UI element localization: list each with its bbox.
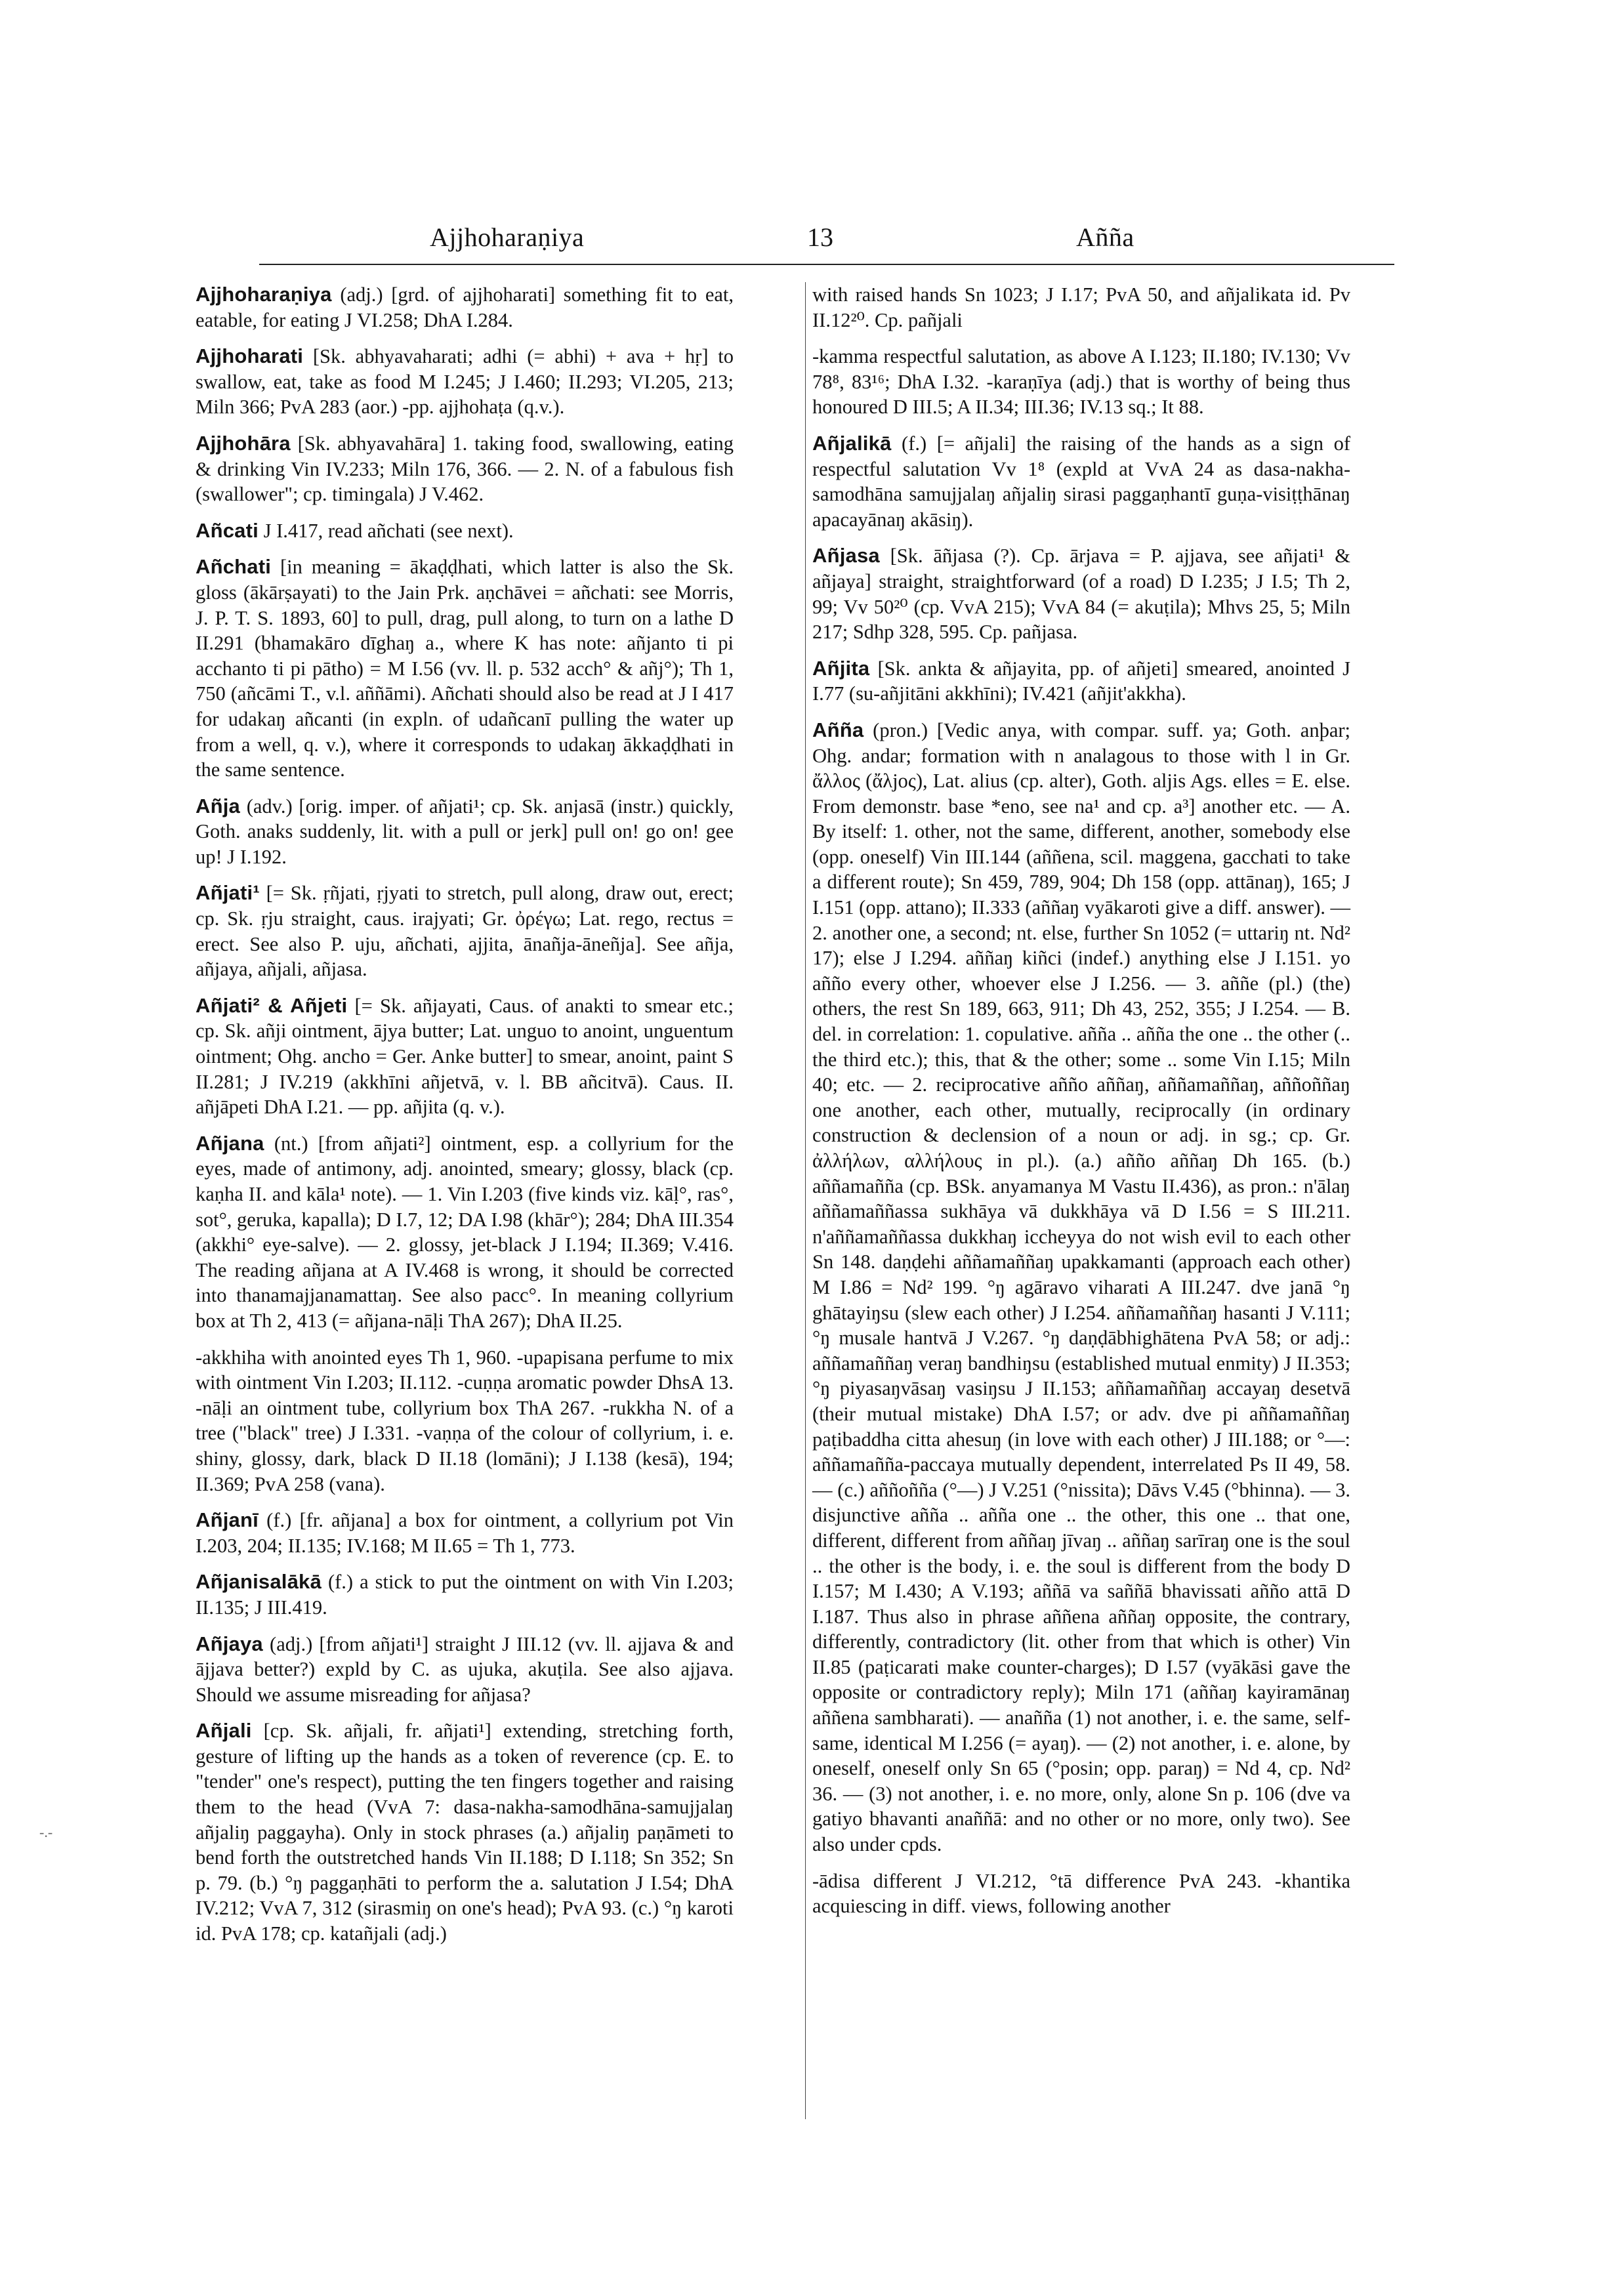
entry-definition: (adv.) [orig. imper. of añjati¹; cp. Sk. anjasā (instr.) quickly, Goth. anaks suddenly, lit. with a pull or jerk] pull on! go on! gee up! J I.192.	[196, 795, 734, 868]
entry-definition: (f.) a stick to put the ointment on with Vin I.203; II.135; J III.419.	[196, 1571, 734, 1619]
entry-definition: [= Sk. ṛñjati, ṛjyati to stretch, pull along, draw out, erect; cp. Sk. ṛju straight, caus. irajyati; Gr. ὀρέγω; Lat. rego, rectus = erect. See also P. uju, añchati, ajjita, ānañja-āneñja]. See añja, añjaya, añjali, añjasa.	[196, 882, 734, 981]
entry-headword: Añcati	[196, 518, 259, 542]
entry-headword: Añjana	[196, 1131, 264, 1155]
dictionary-entry	[812, 656, 1350, 707]
dictionary-entry	[812, 344, 1350, 420]
entry-definition: [Sk. abhyavaharati; adhi (= abhi) + ava + hṛ] to swallow, eat, take as food M I.245; J I.460; II.293; VI.205, 213; Miln 366; PvA 283 (aor.) -pp. ajjhohaṭa (q.v.).	[196, 345, 734, 419]
left-column	[196, 282, 734, 1958]
entry-definition: [Sk. ankta & añjayita, pp. of añjeti] smeared, anointed J I.77 (su-añjitāni akkhīni); IV.421 (añjit'akkha).	[812, 657, 1350, 705]
header-left-guideword: Ajjhoharaṇiya	[430, 222, 585, 252]
dictionary-entry	[812, 543, 1350, 644]
entry-headword: Añjasa	[812, 544, 880, 568]
dictionary-entry	[196, 344, 734, 420]
dictionary-entry	[812, 431, 1350, 532]
entry-definition: [in meaning = ākaḍḍhati, which latter is also the Sk. gloss (ākārṣayati) to the Jain Prk. aṇchāvei = añchati: see Morris, J. P. T. S. 1893, 60] to pull, drag, pull along, to turn on a lathe D II.291 (bhamakāro dīghaŋ a., where K has note: añjanto ti pi acchanto ti pi pātho) = M I.56 (vv. ll. p. 532 acch° & añj°); Th 1, 750 (añcāmi T., v.l. aññāmi). Añchati should also be read at J I 417 for udakaŋ añcanti (in expln. of udañcanī pulling the water up from a well, q. v.), where it corresponds to udakaŋ ākkaḍḍhati in the same sentence.	[196, 556, 734, 781]
dictionary-entry	[196, 282, 734, 333]
entry-definition: with raised hands Sn 1023; J I.17; PvA 50, and añjalikata id. Pv II.12²⁰. Cp. pañjali	[812, 283, 1350, 331]
entry-headword: Ajjhohāra	[196, 431, 291, 455]
dictionary-entry	[196, 1508, 734, 1558]
entry-definition: (f.) [= añjali] the raising of the hands as a sign of respectful salutation Vv 1⁸ (expld at VvA 24 as dasa-nakha-samodhāna samujjalaŋ añjaliŋ sirasi paggaṇhantī guṇa-visiṭṭhānaŋ apacayānaŋ akāsiŋ).	[812, 432, 1350, 531]
entry-definition: -ādisa different J VI.212, °tā difference PvA 243. -khantika acquiescing in diff. views, following another	[812, 1869, 1350, 1918]
dictionary-entry	[196, 1131, 734, 1334]
entry-definition: [Sk. āñjasa (?). Cp. ārjava = P. ajjava, see añjati¹ & añjaya] straight, straightforward (of a road) D I.235; J I.5; Th 2, 99; Vv 50²⁰ (cp. VvA 215); VvA 84 (= akuṭila); Mhvs 25, 5; Miln 217; Sdhp 328, 595. Cp. pañjasa.	[812, 545, 1350, 644]
entry-headword: Añjanisalākā	[196, 1570, 322, 1594]
entry-definition: -kamma respectful salutation, as above A I.123; II.180; IV.130; Vv 78⁸, 83¹⁶; DhA I.32. -karaṇīya (adj.) that is worthy of being thus honoured D III.5; A II.34; III.36; IV.13 sq.; It 88.	[812, 345, 1350, 419]
entry-definition: [Sk. abhyavahāra] 1. taking food, swallowing, eating & drinking Vin IV.233; Miln 176, 366. — 2. N. of a fabulous fish (swallower"; cp. timingala) J V.462.	[196, 432, 734, 506]
running-header	[259, 222, 1394, 268]
entry-definition: [cp. Sk. añjali, fr. añjati¹] extending, stretching forth, gesture of lifting up the hands as a token of reverence (cp. E. to "tender" one's respect), putting the ten fingers together and raising them to the head (VvA 7: dasa-nakha-samodhāna-samujjalaŋ añjaliŋ paggayha). Only in stock phrases (a.) añjaliŋ paṇāmeti to bend forth the outstretched hands Vin II.188; D I.118; Sn 352; Sn p. 79. (b.) °ŋ paggaṇhāti to perform the a. salutation J I.54; DhA IV.212; VvA 7, 312 (sirasmiŋ on one's head); PvA 93. (c.) °ŋ karoti id. PvA 178; cp. katañjali (adj.)	[196, 1720, 734, 1945]
dictionary-entry	[812, 1869, 1350, 1919]
entry-definition: [= Sk. añjayati, Caus. of anakti to smear etc.; cp. Sk. añji ointment, ājya butter; Lat. unguo to anoint, unguentum ointment; Ohg. ancho = Ger. Anke butter] to smear, anoint, paint S II.281; J IV.219 (akkhīni añjetvā, v. l. BB añcitvā). Caus. II. añjāpeti DhA I.21. — pp. añjita (q. v.).	[196, 994, 734, 1119]
entry-headword: Ajjhoharati	[196, 344, 304, 368]
entry-definition: (pron.) [Vedic anya, with compar. suff. ya; Goth. anþar; Ohg. andar; formation with n analagous to those with l in Gr. ἄλλος (ἄλjος), Lat. alius (cp. alter), Goth. aljis Ags. elles = E. else. From demonstr. base *eno, see na¹ and cp. a³] another etc. — A. By itself: 1. other, not the same, different, another, somebody else (opp. oneself) Vin III.144 (aññena, scil. maggena, gacchati to take a different route); Sn 459, 789, 904; Dh 158 (opp. attānaŋ), 165; J I.151 (opp. attano); II.333 (aññaŋ vyākaroti give a diff. answer). — 2. another one, a second; nt. else, further Sn 1052 (= uttariŋ nt. Nd² 17); else J I.294. aññaŋ kiñci (indef.) anything else J I.151. yo añño every other, whoever else J I.256. — 3. aññe (pl.) (the) others, the rest Sn 189, 663, 911; Dh 43, 252, 355; J I.254. — B. del. in correlation: 1. copulative. añña .. añña the one .. the other (.. the third etc.); this, that & the other; some .. some Vin I.15; Miln 40; etc. — 2. reciprocative añño aññaŋ, aññamaññaŋ, aññoññaŋ one another, each other, mutually, reciprocally (in ordinary construction & declension of a noun or adj. in sg.; cp. Gr. ἀλλήλων, αλλήλους in pl.). (a.) añño aññaŋ Dh 165. (b.) aññamañña (cp. BSk. anyamanya M Vastu II.436), as pron.: n'ālaŋ aññamaññassa sukhāya vā dukkhāya vā D I.56 = S III.211. n'aññamaññassa dukkhaŋ iccheyya do not wish evil to each other Sn 148. daṇḍehi aññamaññaŋ upakkamanti (approach each other) M I.86 = Nd² 199. °ŋ agāravo viharati A III.247. dve janā °ŋ ghātayiŋsu (slew each other) J I.254. aññamaññaŋ hasanti J V.111; °ŋ musale hantvā J V.267. °ŋ daṇḍābhighātena PvA 58; or adj.: aññamaññaŋ veraŋ bandhiŋsu (established mutual enmity) J II.353; °ŋ piyasaŋvāsaŋ vasiŋsu J II.153; aññamaññaŋ accayaŋ desetvā (their mutual mistake) DhA I.57; or adv. dve pi aññamaññaŋ paṭibaddha citta ahesuŋ (in love with each other) J III.188; or °—: aññamañña-paccaya mutually dependent, interrelated Ps II 49, 58. — (c.) aññoñña (°—) J V.251 (°nissita); Dāvs V.45 (°bhinna). — 3. disjunctive añña .. añña one .. the other, this one .. that one, different, different from aññaŋ jīvaŋ .. aññaŋ sarīraŋ one is the soul .. the other is the body, i. e. the soul is different from the body D I.157; M I.430; A V.193; aññā va saññā bhavissati añño attā D I.187. Thus also in phrase aññena aññaŋ opposite, the contrary, differently, contradictory (lit. other from that which is other) Vin II.85 (paṭicarati make counter-charges); D I.57 (vyākāsi gave the opposite or contradictory reply); Miln 171 (aññaŋ kayiramānaŋ aññena sambharati). — anañña (1) not another, i. e. the same, self-same, identical M I.256 (= ayaŋ). — (2) not another, i. e. alone, by oneself, oneself only Sn 65 (°posin; opp. paraŋ) = Nd 4, cp. Nd² 36. — (3) not another, i. e. no more, only, alone Sn p. 106 (dve va gatiyo bhavanti anaññā: and no other or no more, only two). See also under cpds.	[812, 718, 1350, 1856]
page-number: 13	[807, 222, 833, 252]
entry-headword: Ajjhoharaṇiya	[196, 283, 332, 306]
entry-definition: (adj.) [grd. of ajjhoharati] something fit to eat, eatable, for eating J VI.258; DhA I.284.	[196, 283, 734, 331]
entry-headword: Añchati	[196, 555, 272, 579]
dictionary-entry	[812, 282, 1350, 333]
entry-headword: Añjalikā	[812, 431, 892, 455]
dictionary-entry	[196, 1569, 734, 1620]
entry-headword: Añjita	[812, 656, 870, 680]
dictionary-entry	[196, 554, 734, 782]
right-column	[812, 282, 1350, 1930]
entry-definition: -akkhiha with anointed eyes Th 1, 960. -upapisana perfume to mix with ointment Vin I.203; II.112. -cuṇṇa aromatic powder DhsA 13. -nāḷi an ointment tube, collyrium box ThA 267. -rukkha N. of a tree ("black" tree) J I.331. -vaṇṇa of the colour of collyrium, i. e. shiny, glossy, dark, black D II.18 (lomāni); J I.138 (kesā), 194; II.369; PvA 258 (vana).	[196, 1346, 734, 1495]
entry-definition: (f.) [fr. añjana] a box for ointment, a collyrium pot Vin I.203, 204; II.135; IV.168; M II.65 = Th 1, 773.	[196, 1509, 734, 1557]
dictionary-entry	[196, 794, 734, 870]
entry-definition: (nt.) [from añjati²] ointment, esp. a collyrium for the eyes, made of antimony, adj. anointed, smeary; glossy, black (cp. kaṇha II. and kāla¹ note). — 1. Vin I.203 (five kinds viz. kāḷ°, ras°, sot°, geruka, kapalla); D I.7, 12; DA I.98 (khār°); 284; DhA III.354 (akkhi° eye-salve). — 2. glossy, jet-black J I.194; II.369; V.416. The reading añjana at A IV.468 is wrong, it should be corrected into thanamajjanamattaŋ. See also pacc°. In meaning collyrium box at Th 2, 413 (= añjana-nāḷi ThA 267); DhA II.25.	[196, 1132, 734, 1332]
entry-headword: Añjanī	[196, 1508, 259, 1532]
dictionary-entry	[196, 1718, 734, 1946]
entry-headword: Añña	[812, 718, 864, 741]
margin-mark: -.-	[39, 1824, 53, 1840]
entry-definition: J I.417, read añchati (see next).	[258, 519, 514, 542]
header-right-guideword: Añña	[1076, 222, 1135, 252]
entry-headword: Añjaya	[196, 1632, 263, 1655]
dictionary-entry	[196, 1345, 734, 1497]
dictionary-entry	[812, 718, 1350, 1857]
entry-definition: (adj.) [from añjati¹] straight J III.12 (vv. ll. ajjava & and ājjava better?) expld by C. as ujuka, akuṭila. See also ajjava. Should we assume misreading for añjasa?	[196, 1632, 734, 1706]
dictionary-entry	[196, 518, 734, 544]
entry-headword: Añjali	[196, 1719, 252, 1743]
header-rule	[259, 264, 1394, 265]
column-divider	[805, 282, 806, 2119]
dictionary-entry	[196, 880, 734, 982]
entry-headword: Añjati¹	[196, 881, 260, 905]
dictionary-entry	[196, 993, 734, 1120]
dictionary-entry	[196, 1632, 734, 1708]
entry-headword: Añjati² & Añjeti	[196, 993, 348, 1017]
entry-headword: Añja	[196, 794, 240, 817]
dictionary-entry	[196, 431, 734, 507]
